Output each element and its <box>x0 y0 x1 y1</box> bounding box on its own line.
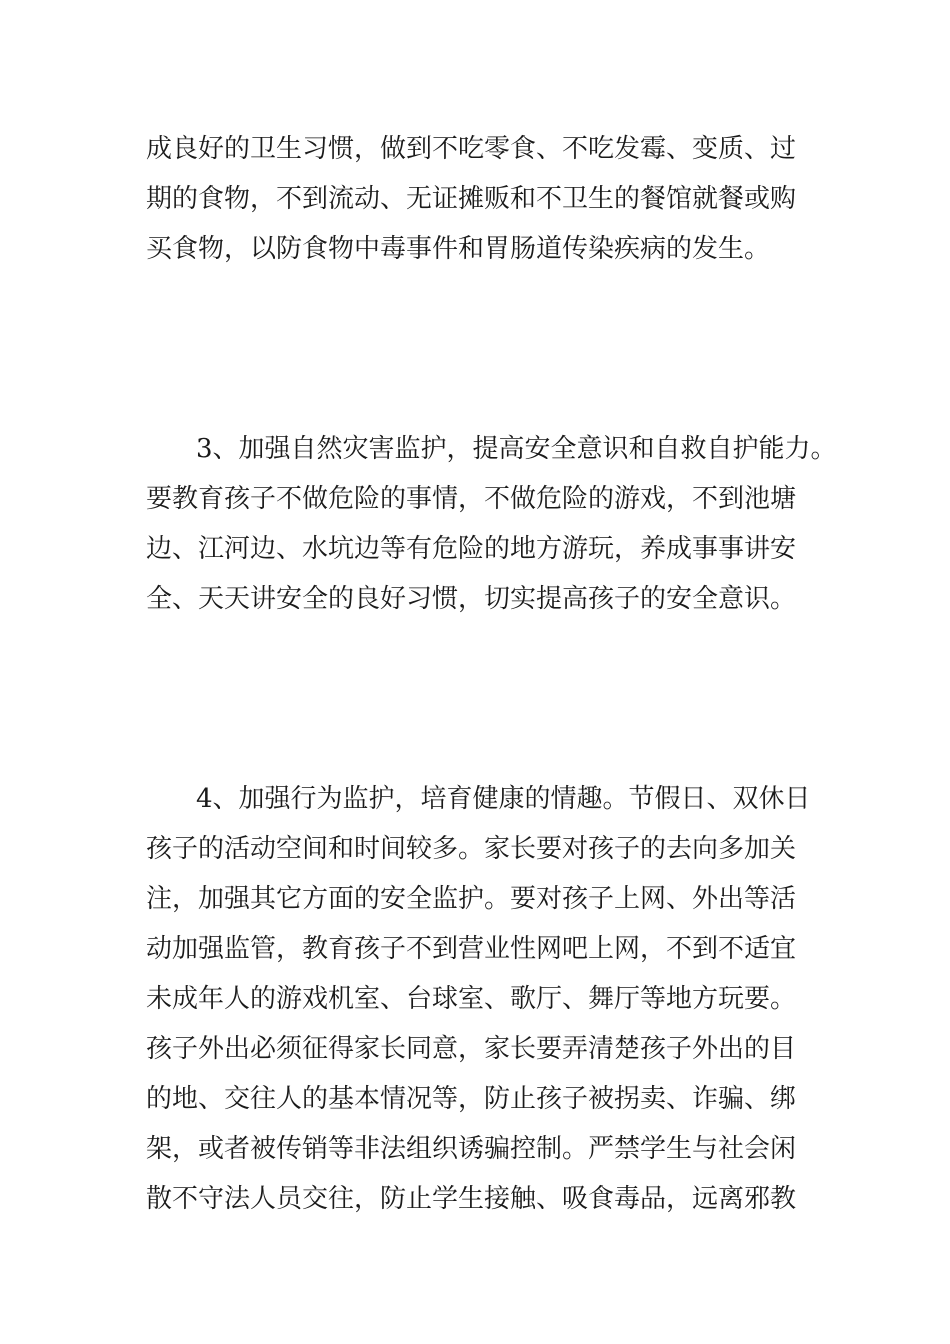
text-line: 边、江河边、水坑边等有危险的地方游玩，养成事事讲安 <box>146 534 797 564</box>
text-line: 动加强监管，教育孩子不到营业性网吧上网，不到不适宜 <box>146 934 797 964</box>
text-line: 成良好的卫生习惯，做到不吃零食、不吃发霉、变质、过 <box>146 134 797 164</box>
text-line: 孩子外出必须征得家长同意，家长要弄清楚孩子外出的目 <box>146 1034 797 1064</box>
text-line: 注，加强其它方面的安全监护。要对孩子上网、外出等活 <box>146 884 797 914</box>
text-line: 买食物，以防食物中毒事件和胃肠道传染疾病的发生。 <box>146 234 771 264</box>
text-line: 孩子的活动空间和时间较多。家长要对孩子的去向多加关 <box>146 834 797 864</box>
text-line: 3、加强自然灾害监护，提高安全意识和自救自护能力。 <box>196 434 837 464</box>
text-line: 要教育孩子不做危险的事情，不做危险的游戏，不到池塘 <box>146 484 797 514</box>
text-line: 的地、交往人的基本情况等，防止孩子被拐卖、诈骗、绑 <box>146 1084 797 1114</box>
text-line: 全、天天讲安全的良好习惯，切实提高孩子的安全意识。 <box>146 584 797 614</box>
text-line: 未成年人的游戏机室、台球室、歌厅、舞厅等地方玩要。 <box>146 984 797 1014</box>
text-line: 4、加强行为监护，培育健康的情趣。节假日、双休日 <box>196 784 811 814</box>
text-line: 期的食物，不到流动、无证摊贩和不卫生的餐馆就餐或购 <box>146 184 797 214</box>
text-line: 散不守法人员交往，防止学生接触、吸食毒品，远离邪教 <box>146 1184 797 1214</box>
text-line: 架，或者被传销等非法组织诱骗控制。严禁学生与社会闲 <box>146 1134 797 1164</box>
